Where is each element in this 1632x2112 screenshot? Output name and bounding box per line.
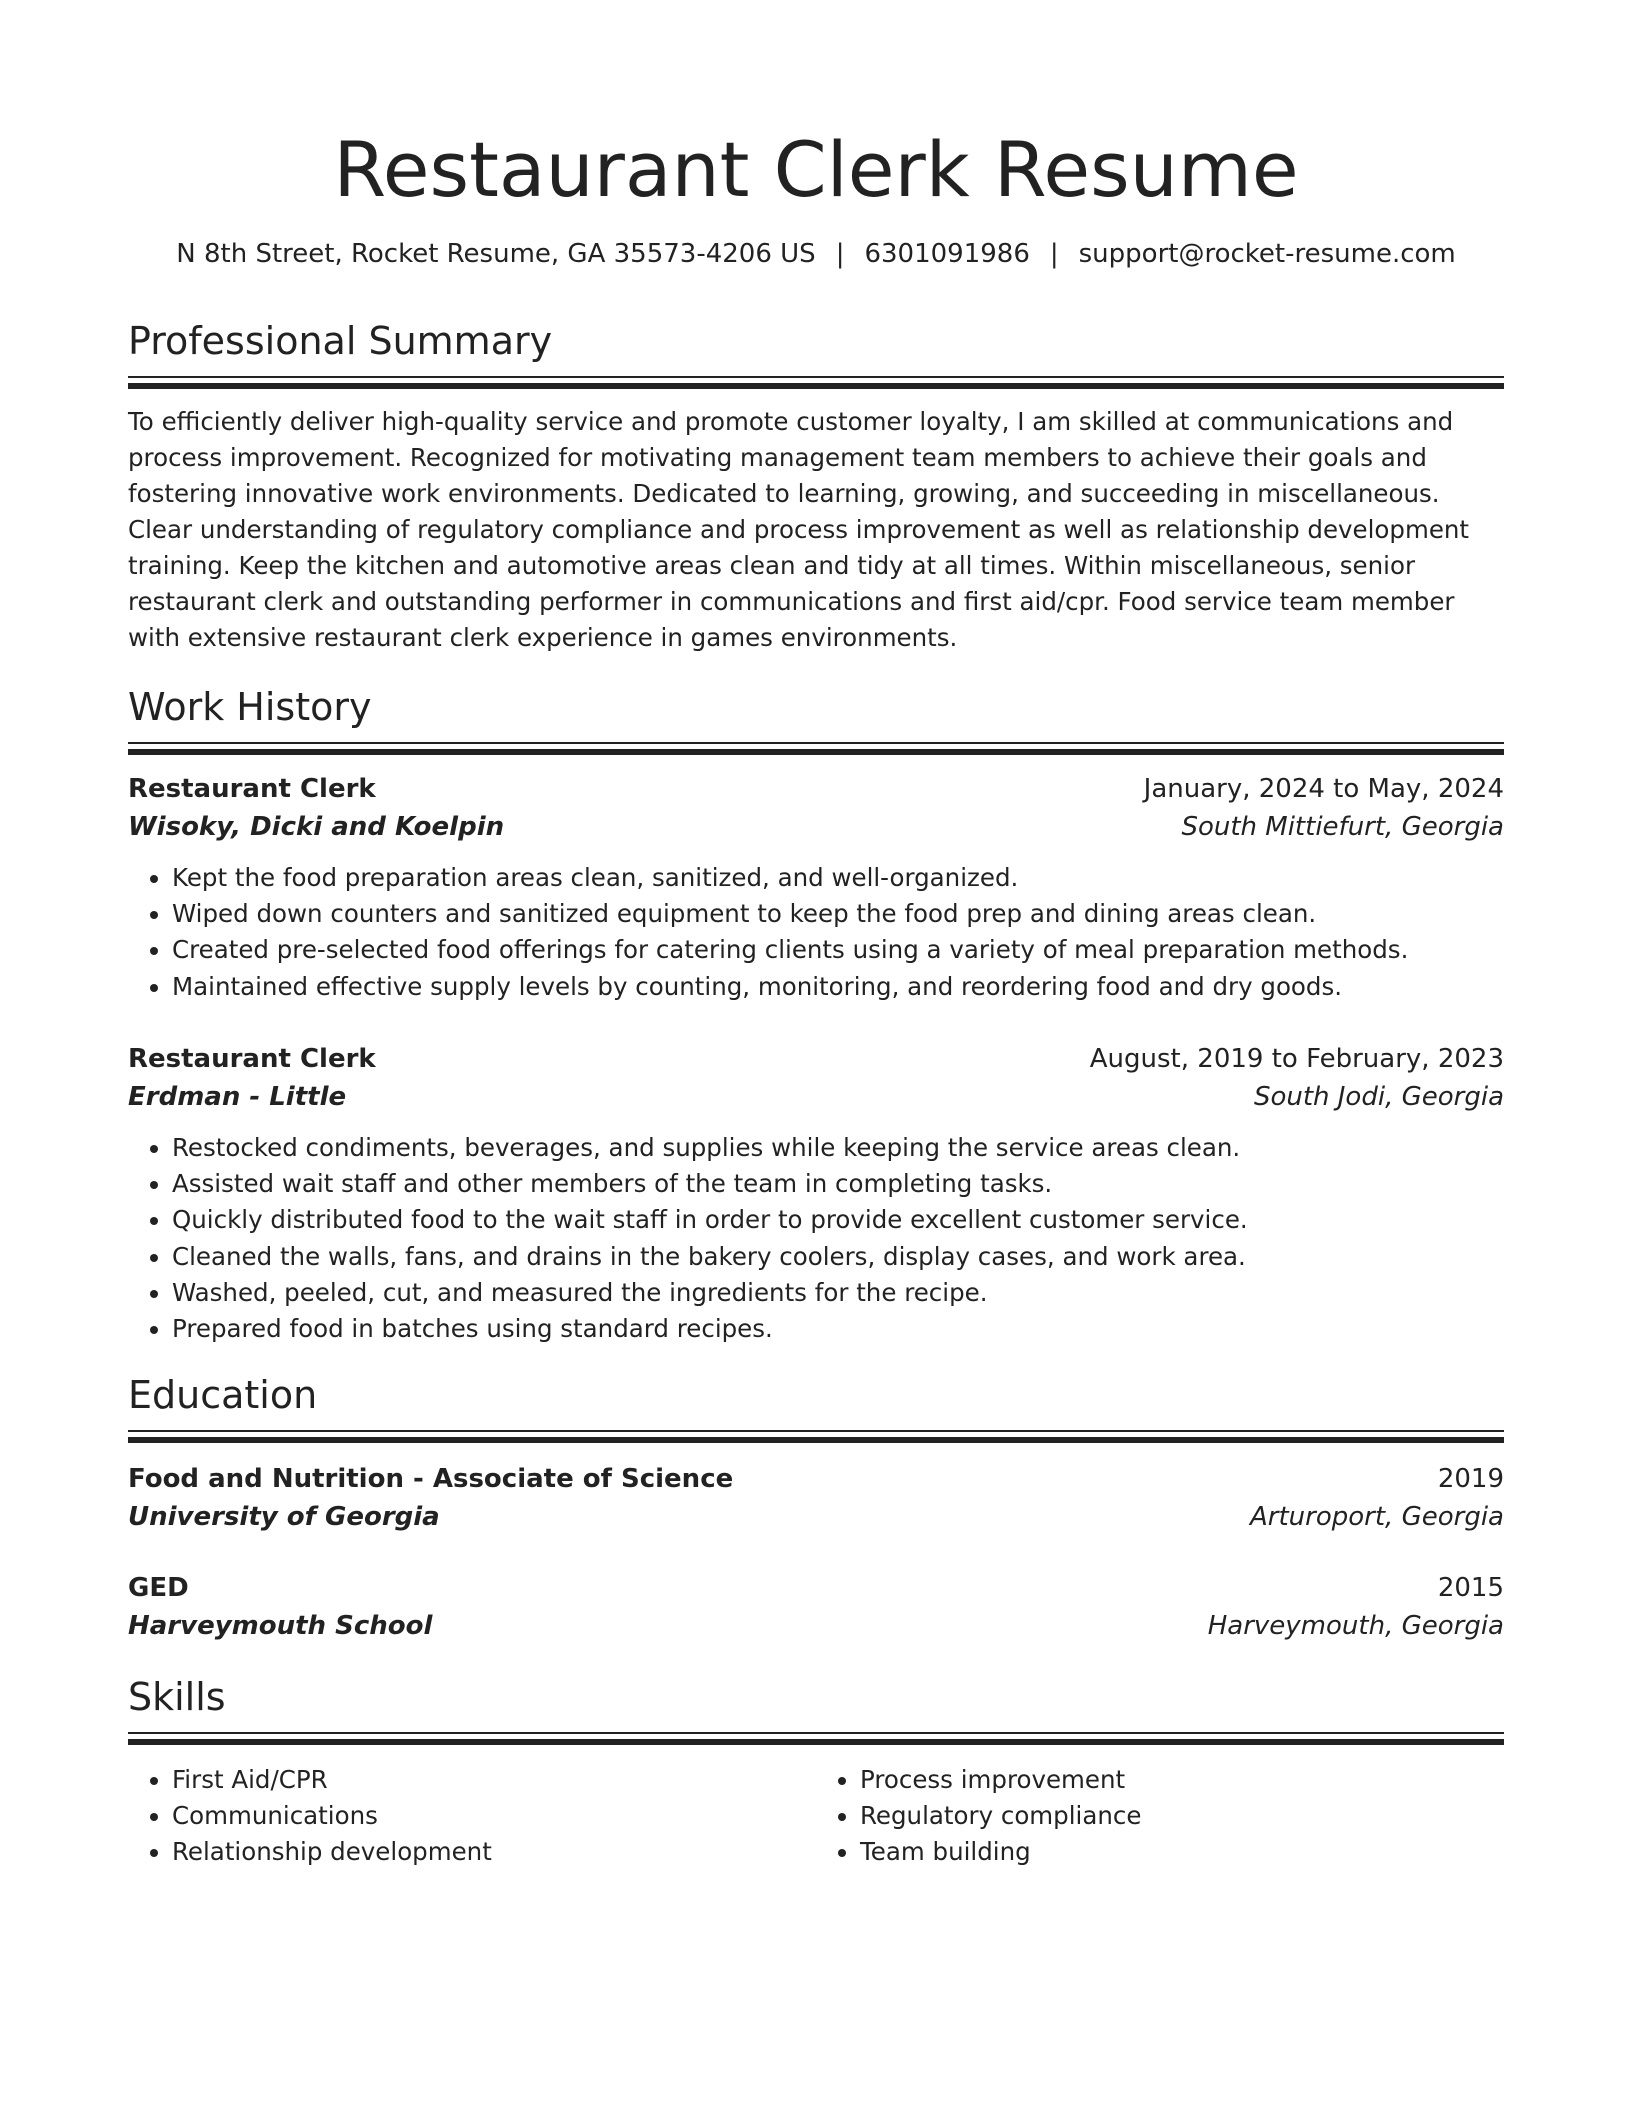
job-dates: January, 2024 to May, 2024: [1143, 774, 1504, 804]
education-degree: GED: [128, 1573, 189, 1603]
section-heading-skills: Skills: [128, 1675, 226, 1719]
job-dates: August, 2019 to February, 2023: [1089, 1044, 1504, 1074]
job-company: Wisoky, Dicki and Koelpin: [128, 812, 505, 842]
summary-section: [128, 318, 1504, 656]
skills-column-left: [128, 1762, 816, 1871]
job-location: South Jodi, Georgia: [1253, 1082, 1504, 1112]
section-divider: [128, 376, 1504, 390]
job-bullet: • Prepared food in batches using standard recipes.: [172, 1311, 1504, 1347]
education-school: University of Georgia: [128, 1502, 440, 1532]
education-section: [128, 1372, 1504, 1444]
education-entry: [128, 1569, 1504, 1645]
contact-separator: |: [835, 239, 845, 269]
contact-line: [0, 236, 1632, 272]
skills-column-right: [816, 1762, 1504, 1871]
skills-list: [128, 1762, 1504, 1871]
contact-email: support@rocket-resume.com: [1078, 239, 1456, 269]
contact-separator: |: [1049, 239, 1059, 269]
education-location: Harveymouth, Georgia: [1207, 1611, 1504, 1641]
job-location: South Mittiefurt, Georgia: [1181, 812, 1504, 842]
section-heading-education: Education: [128, 1373, 318, 1417]
skill-item: • Communications: [172, 1798, 816, 1834]
section-heading-summary: Professional Summary: [128, 319, 553, 363]
job-bullet: • Maintained effective supply levels by counting, monitoring, and reordering food and dry goods.: [172, 969, 1504, 1005]
section-divider: [128, 1732, 1504, 1746]
skill-item: • Relationship development: [172, 1834, 816, 1870]
education-degree: Food and Nutrition - Associate of Science: [128, 1464, 734, 1494]
summary-text: To efficiently deliver high-quality service and promote customer loyalty, I am skilled at communications and process improvement. Recognized for motivating management team members to achieve their goals and fostering innovative work environments. Dedicated to learning, growing, and succeeding in miscellaneous. Clear understanding of regulatory compliance and process improvement as well as relationship development training. Keep the kitchen and automotive areas clean and tidy at all times. Within miscellaneous, senior restaurant clerk and outstanding performer in communications and first aid/cpr. Food service team member with extensive restaurant clerk experience in games environments.: [128, 407, 1470, 652]
education-location: Arturoport, Georgia: [1250, 1502, 1504, 1532]
job-entry: [128, 770, 1504, 1005]
job-bullets: [128, 1130, 1504, 1347]
contact-address: N 8th Street, Rocket Resume, GA 35573-4206 US: [176, 239, 816, 269]
contact-phone: 6301091986: [864, 239, 1030, 269]
job-bullet: • Created pre-selected food offerings for catering clients using a variety of meal preparation methods.: [172, 932, 1504, 968]
section-divider: [128, 1430, 1504, 1444]
job-bullet: • Wiped down counters and sanitized equipment to keep the food prep and dining areas clean.: [172, 896, 1504, 932]
job-title: Restaurant Clerk: [128, 1044, 376, 1074]
job-company: Erdman - Little: [128, 1082, 347, 1112]
job-bullet: • Quickly distributed food to the wait staff in order to provide excellent customer service.: [172, 1202, 1504, 1238]
section-heading-work-history: Work History: [128, 685, 372, 729]
job-bullets: [128, 860, 1504, 1005]
job-bullet: • Washed, peeled, cut, and measured the ingredients for the recipe.: [172, 1275, 1504, 1311]
work-history-section: [128, 684, 1504, 756]
education-entry: [128, 1460, 1504, 1536]
skill-item: • First Aid/CPR: [172, 1762, 816, 1798]
job-title: Restaurant Clerk: [128, 774, 376, 804]
job-entry: [128, 1040, 1504, 1347]
skill-item: • Regulatory compliance: [860, 1798, 1504, 1834]
skill-item: • Team building: [860, 1834, 1504, 1870]
skill-item: • Process improvement: [860, 1762, 1504, 1798]
job-bullet: • Kept the food preparation areas clean, sanitized, and well-organized.: [172, 860, 1504, 896]
section-divider: [128, 742, 1504, 756]
education-year: 2019: [1437, 1464, 1504, 1494]
job-bullet: • Restocked condiments, beverages, and supplies while keeping the service areas clean.: [172, 1130, 1504, 1166]
education-year: 2015: [1437, 1573, 1504, 1603]
skills-section: [128, 1674, 1504, 1746]
resume-title: Restaurant Clerk Resume: [333, 125, 1299, 214]
job-bullet: • Assisted wait staff and other members of the team in completing tasks.: [172, 1166, 1504, 1202]
job-bullet: • Cleaned the walls, fans, and drains in the bakery coolers, display cases, and work area.: [172, 1239, 1504, 1275]
education-school: Harveymouth School: [128, 1611, 433, 1641]
